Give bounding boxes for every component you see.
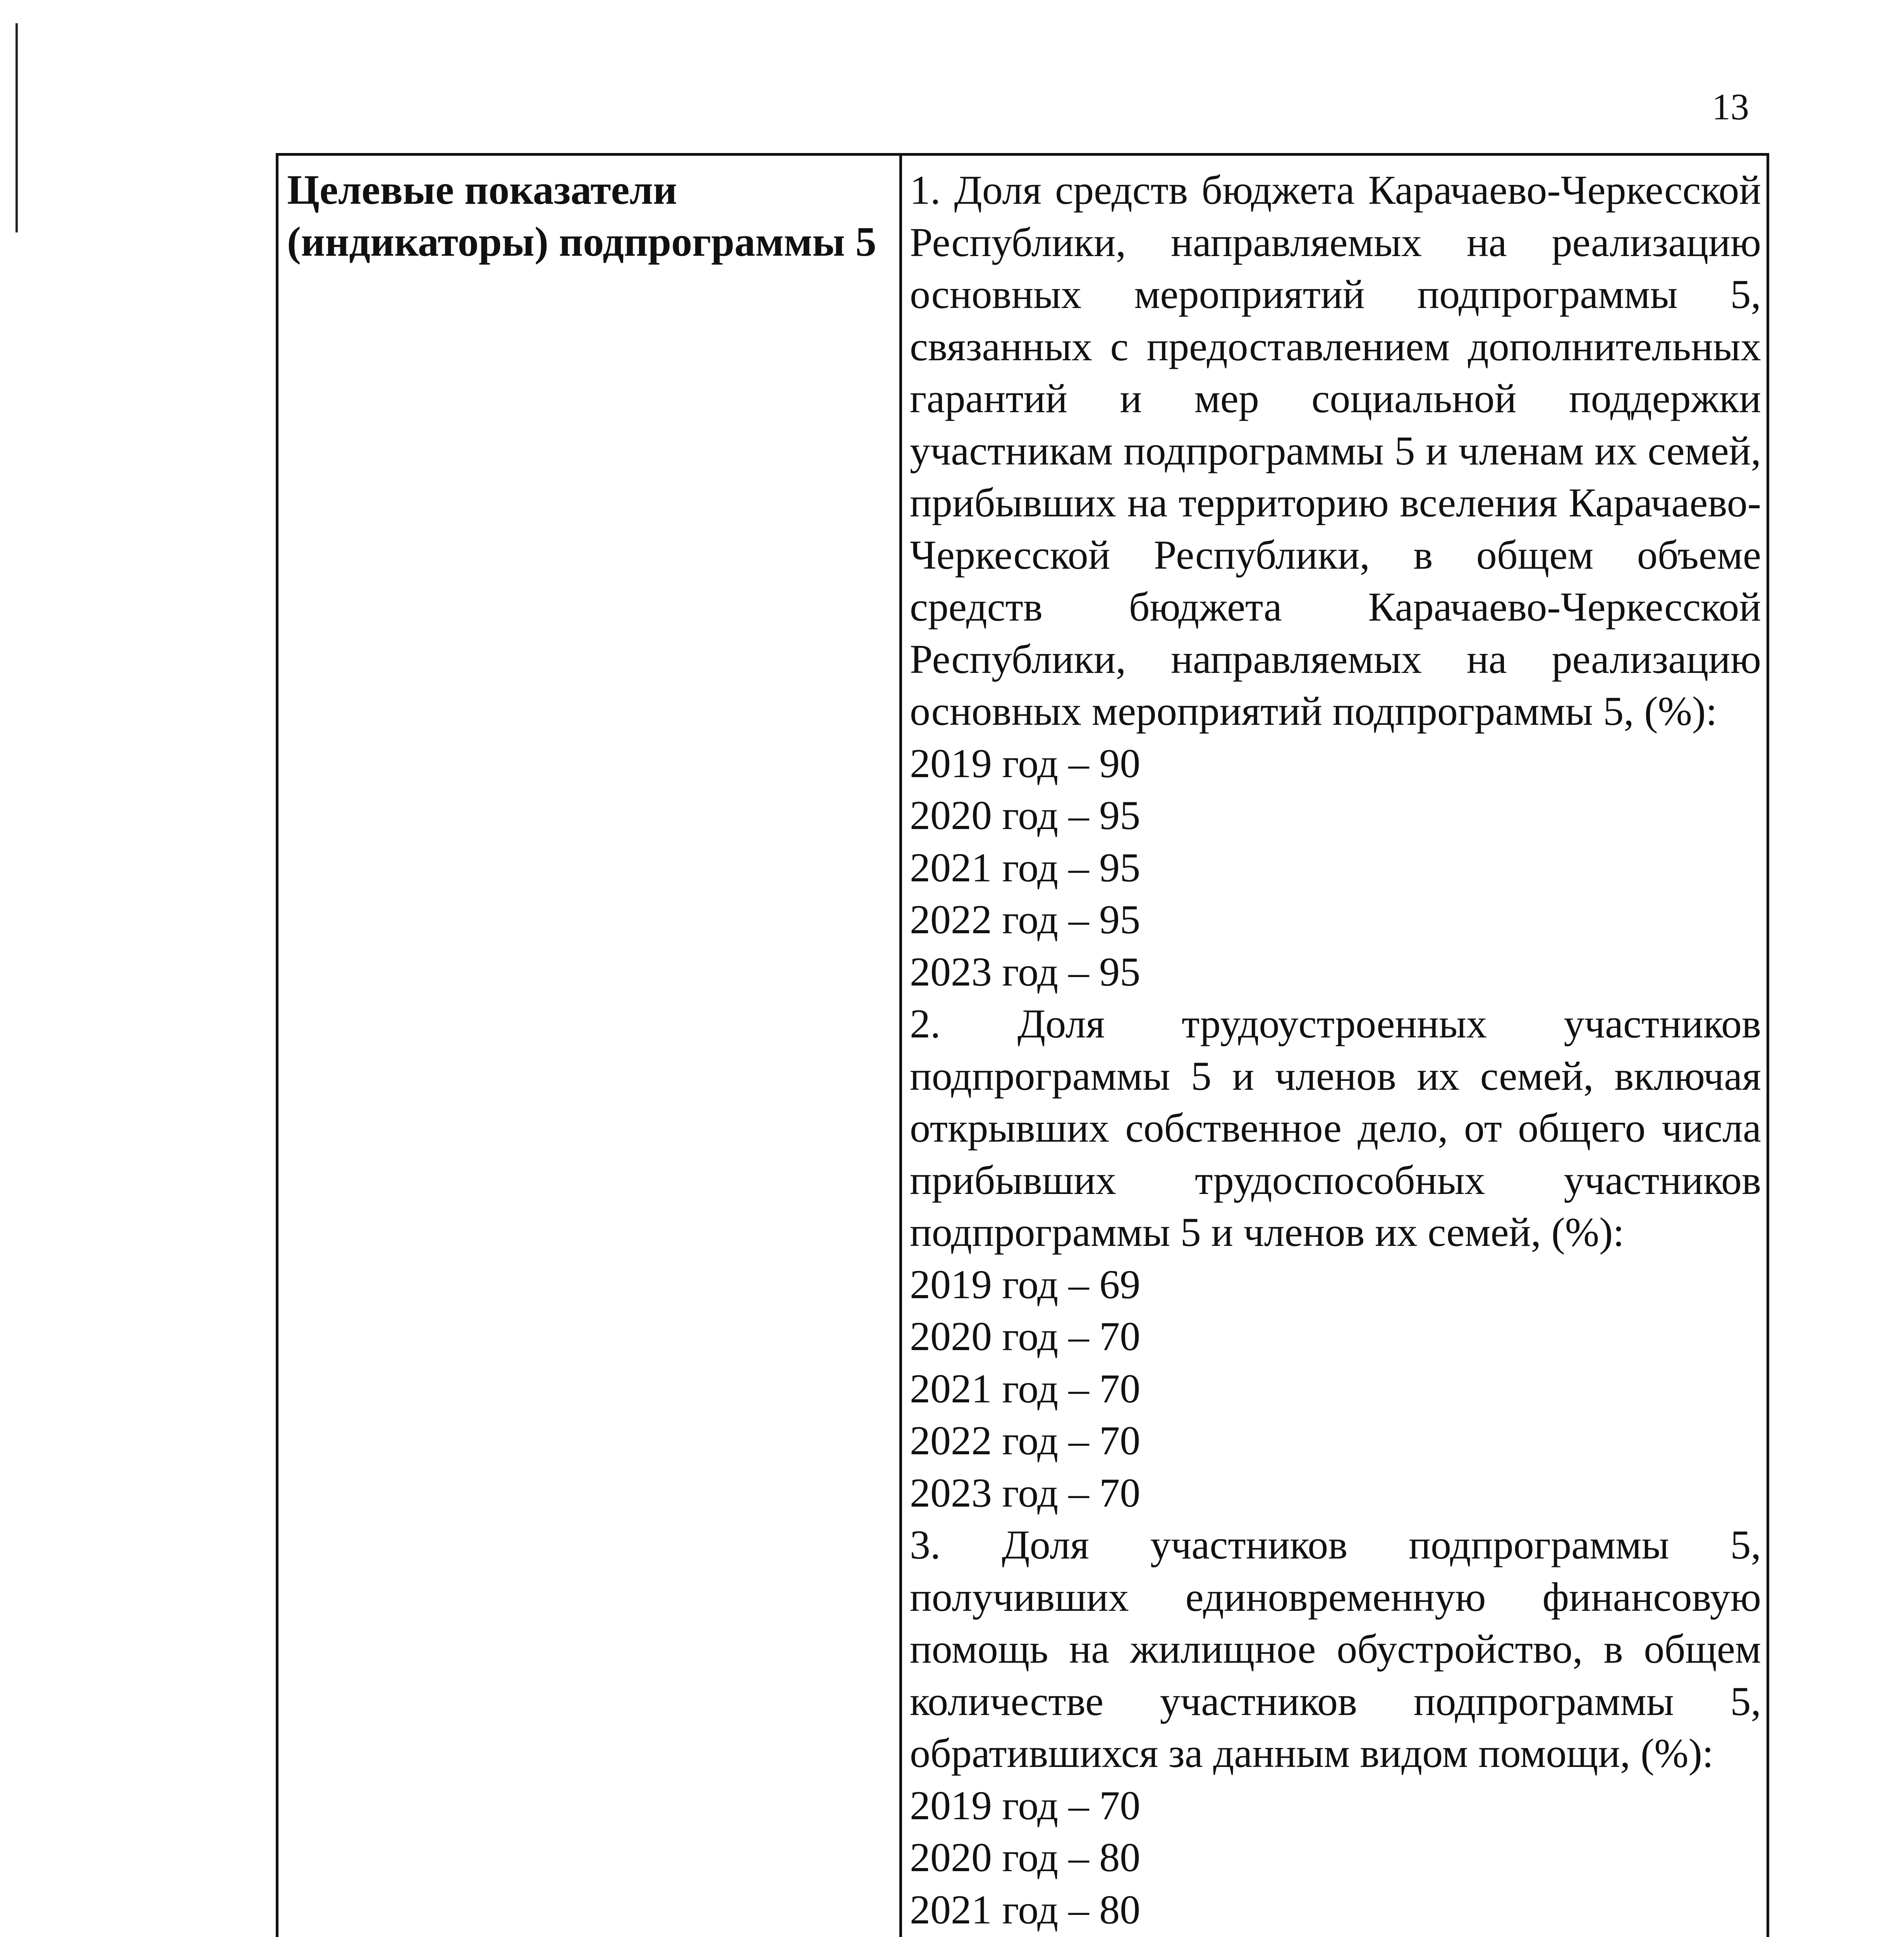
indicators-content xyxy=(902,156,1767,1937)
page-number: 13 xyxy=(1712,86,1749,127)
year-value: 2022 год – 95 xyxy=(910,897,1141,942)
year-value: 2021 год – 95 xyxy=(910,845,1141,890)
year-value: 2020 год – 95 xyxy=(910,793,1141,838)
indicators-label: Целевые показатели (индикаторы) подпрограммы 5 xyxy=(287,167,876,265)
content-cell xyxy=(901,155,1768,1937)
year-value: 2022 год – 70 xyxy=(910,1418,1141,1463)
indicator-text: 2. Доля трудоустроенных участников подпрограммы 5 и членов их семей, включая открывших собственное дело, от общего числа прибывших трудоспособных участников подпрограммы 5 и членов их семей, (%): xyxy=(910,1001,1761,1255)
year-value: 2019 год – 70 xyxy=(910,1782,1141,1828)
year-value: 2019 год – 90 xyxy=(910,740,1141,786)
year-value: 2023 год – 95 xyxy=(910,949,1141,994)
year-value: 2021 год – 80 xyxy=(910,1887,1141,1932)
table-row xyxy=(277,155,1768,1937)
indicators-table xyxy=(276,153,1769,1937)
year-value: 2020 год – 70 xyxy=(910,1314,1141,1359)
year-value: 2020 год – 80 xyxy=(910,1835,1141,1880)
year-value: 2023 год – 70 xyxy=(910,1470,1141,1516)
indicator-text: 1. Доля средств бюджета Карачаево-Черкесской Республики, направляемых на реализацию основных мероприятий подпрограммы 5, связанных с предоставлением дополнительных гарантий и мер социальной поддержки участникам подпрограммы 5 и членам их семей, прибывших на территорию вселения Карачаево-Черкесской Республики, в общем объеме средств бюджета Карачаево-Черкесской Республики, направляемых на реализацию основных мероприятий подпрограммы 5, (%): xyxy=(910,167,1761,734)
year-value: 2019 год – 69 xyxy=(910,1261,1141,1307)
indicator-block xyxy=(910,1519,1761,1937)
indicator-block xyxy=(910,164,1761,998)
binding-margin-line xyxy=(15,23,18,232)
label-cell xyxy=(277,155,901,1937)
indicator-text: 3. Доля участников подпрограммы 5, получивших единовременную финансовую помощь на жилищное обустройство, в общем количестве участников подпрограммы 5, обратившихся за данным видом помощи, (%): xyxy=(910,1522,1761,1776)
indicator-block xyxy=(910,998,1761,1519)
year-value: 2021 год – 70 xyxy=(910,1366,1141,1411)
